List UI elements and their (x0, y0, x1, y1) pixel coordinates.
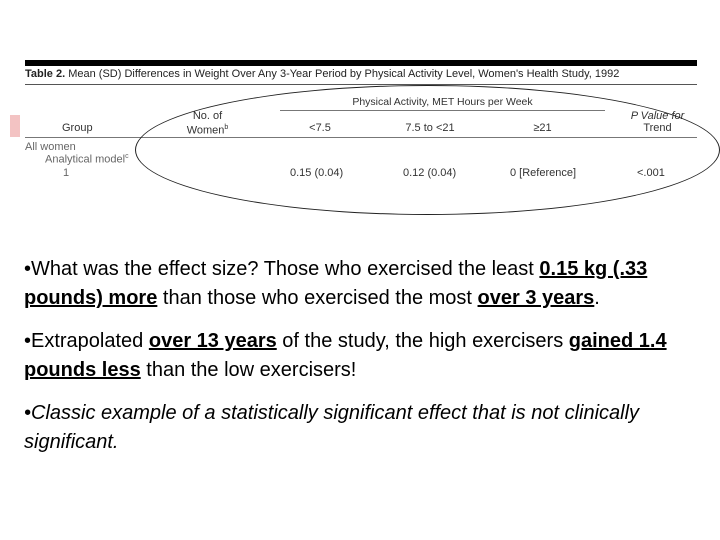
bullet-extrapolated (24, 327, 704, 385)
bullet1-emphasis-1: 0.15 kg (.33 pounds) more (24, 258, 648, 309)
row-analytical-model-sup: c (125, 153, 129, 160)
bullet-list (24, 255, 704, 471)
bullet-effect-size (24, 255, 704, 313)
value-mid: 0.12 (0.04) (403, 167, 457, 179)
col-no-women-line1: No. of (192, 110, 223, 122)
decorative-bar (10, 115, 20, 137)
value-lt75: 0.15 (0.04) (290, 167, 344, 179)
col-no-women-line2: Women (186, 124, 225, 137)
bullet1-emphasis-2: over 3 years (477, 287, 595, 309)
caption-rule (25, 84, 697, 85)
col-no-women-sup: b (224, 124, 229, 131)
bullet1-end: . (594, 287, 600, 309)
col-lt75-header: <7.5 (309, 122, 331, 134)
bullet2-text-mid: of the study, the high exercisers (276, 330, 569, 352)
value-ge21: 0 [Reference] (510, 167, 577, 179)
activity-group-header: Physical Activity, MET Hours per Week (352, 96, 533, 108)
row-all-women: All women (25, 141, 76, 153)
col-ge21-header: ≥21 (533, 122, 552, 134)
caption-text: Mean (SD) Differences in Weight Over Any 3-Year Period by Physical Activity Level, Women's Health Study, 1992 (65, 68, 620, 80)
bullet2-emphasis-1: over 13 years (148, 330, 277, 352)
col-p-line2: Trend (643, 122, 672, 134)
row-analytical-model (45, 153, 129, 166)
col-group-header: Group (62, 122, 93, 134)
table-top-rule (25, 60, 697, 66)
row-model-1: 1 (63, 167, 70, 179)
bullet2-emphasis-2: gained 1.4 pounds less (24, 330, 667, 381)
row-analytical-model-text: Analytical model (45, 153, 126, 166)
highlight-oval (135, 85, 720, 215)
bullet-classic-example: •Classic example of a statistically significant effect that is not clinically significant. (24, 402, 640, 453)
bullet1-text: •What was the effect size? Those who exercised the least (24, 258, 540, 280)
bullet1-text-mid: than those who exercised the most (157, 287, 478, 309)
col-mid-header: 7.5 to <21 (405, 122, 455, 134)
caption-label: Table 2. (25, 68, 66, 80)
col-p-line1: P Value for (630, 110, 685, 122)
table-caption (25, 68, 697, 80)
value-p-trend: <.001 (637, 167, 665, 179)
bullet2-text: •Extrapolated (24, 330, 149, 352)
bullet2-end: than the low exercisers! (140, 359, 357, 381)
